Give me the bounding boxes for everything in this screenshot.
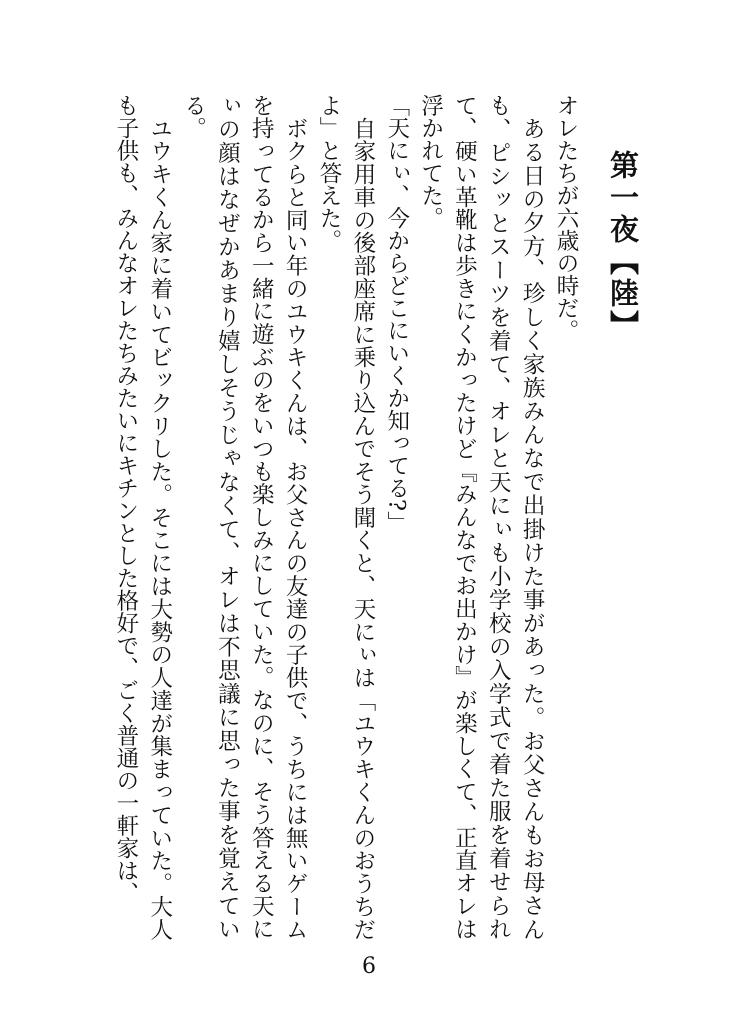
paragraph: ある日の夕方、珍しく家族みんなで出掛けた事があった。お父さんもお母さんも、ピシッとスーツを着て、オレと天にぃも小学校の入学式で着た服を着せられて、硬い革靴は歩きにくかったけど『みんなでお出かけ』が楽しくて、正直オレは浮かれてた。 — [417, 94, 546, 941]
paragraph: 自家用車の後部座席に乗り込んでそう聞くと、天にぃは「ユウキくんのおうちだよ」と答えた。 — [315, 94, 376, 940]
paragraph: ユウキくん家に着いてビックリした。そこには大勢の人達が集まっていた。大人も子供も、みんなオレたちみたいにキチンとした格好で、ごく普通の一軒家は、 — [112, 94, 173, 940]
page-number: 6 — [362, 954, 376, 979]
body-text — [112, 94, 582, 941]
dialogue-paragraph: 「天にぃ、今からどこにいくか知ってる?」 — [383, 94, 410, 534]
paragraph: オレたちが六歳の時だ。 — [553, 94, 579, 342]
paragraph: ボクらと同い年のユウキくんは、お父さんの友達の子供で、うちには無いゲームを持ってるから一緒に遊ぶのをいつも楽しみにしていた。なのに、そう答える天にぃの顔はなぜかあまり嬉しそうじゃなくて、オレは不思議に思った事を覚えている。 — [180, 94, 309, 940]
chapter-title: 第一夜【陸】 — [606, 150, 640, 342]
